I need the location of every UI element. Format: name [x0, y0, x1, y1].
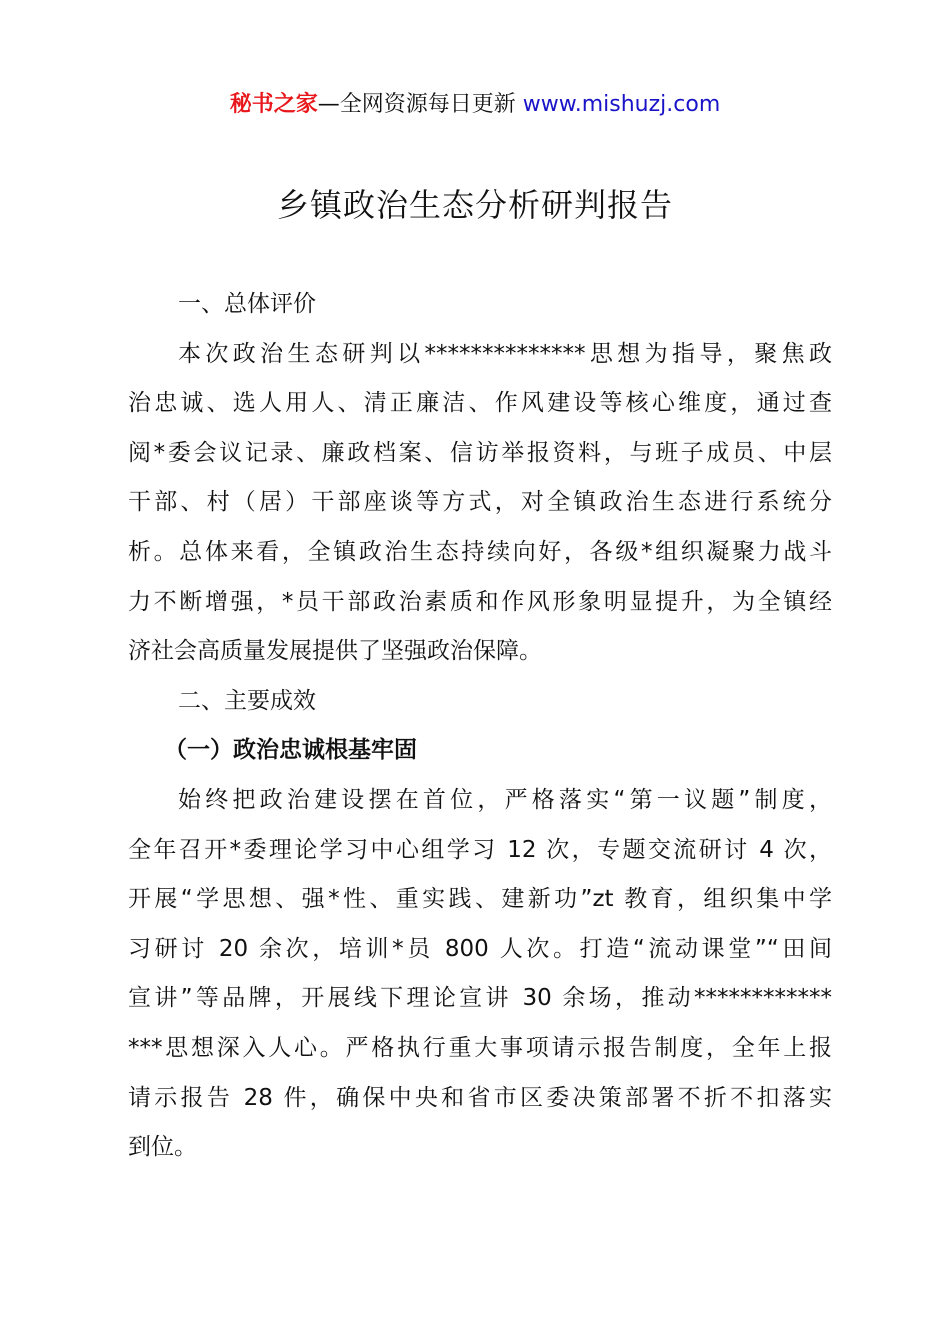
paragraph-line: 习研讨 20 余次，培训*员 800 人次。打造“流动课堂”“田间 [128, 935, 832, 962]
paragraph-line: 济社会高质量发展提供了坚强政治保障。 [128, 638, 542, 665]
site-url-link[interactable]: www.mishuzj.com [522, 92, 721, 117]
paragraph-line: 干部、村（居）干部座谈等方式，对全镇政治生态进行系统分 [128, 489, 832, 516]
paragraph-line: 到位。 [128, 1134, 197, 1161]
banner-tagline: —全网资源每日更新 [317, 92, 516, 117]
paragraph-line: 宣讲”等品牌，开展线下理论宣讲 30 余场，推动************ [128, 985, 832, 1012]
paragraph-line: ***思想深入人心。严格执行重大事项请示报告制度，全年上报 [128, 1034, 832, 1061]
paragraph-line: 力不断增强，*员干部政治素质和作风形象明显提升，为全镇经 [128, 588, 832, 615]
paragraph-line: 本次政治生态研判以**************思想为指导，聚焦政 [178, 340, 832, 367]
site-banner [0, 88, 950, 122]
section-heading-1: 一、总体评价 [178, 291, 316, 317]
paragraph-line: 阅*委会议记录、廉政档案、信访举报资料，与班子成员、中层 [128, 439, 832, 466]
paragraph-line: 请示报告 28 件，确保中央和省市区委决策部署不折不扣落实 [128, 1084, 832, 1111]
paragraph-line: 全年召开*委理论学习中心组学习 12 次，专题交流研讨 4 次， [128, 836, 832, 863]
document-body [128, 280, 832, 1173]
document-title: 乡镇政治生态分析研判报告 [276, 186, 673, 224]
paragraph-line: 始终把政治建设摆在首位，严格落实“第一议题”制度， [178, 786, 832, 813]
brand-name: 秘书之家 [229, 92, 318, 117]
section-heading-2: 二、主要成效 [178, 687, 316, 714]
subsection-heading-1: （一）政治忠诚根基牢固 [164, 737, 417, 764]
paragraph-line: 析。总体来看，全镇政治生态持续向好，各级*组织凝聚力战斗 [128, 538, 832, 565]
paragraph-line: 治忠诚、选人用人、清正廉洁、作风建设等核心维度，通过查 [128, 390, 832, 417]
paragraph-line: 开展“学思想、强*性、重实践、建新功”zt 教育，组织集中学 [128, 886, 832, 913]
